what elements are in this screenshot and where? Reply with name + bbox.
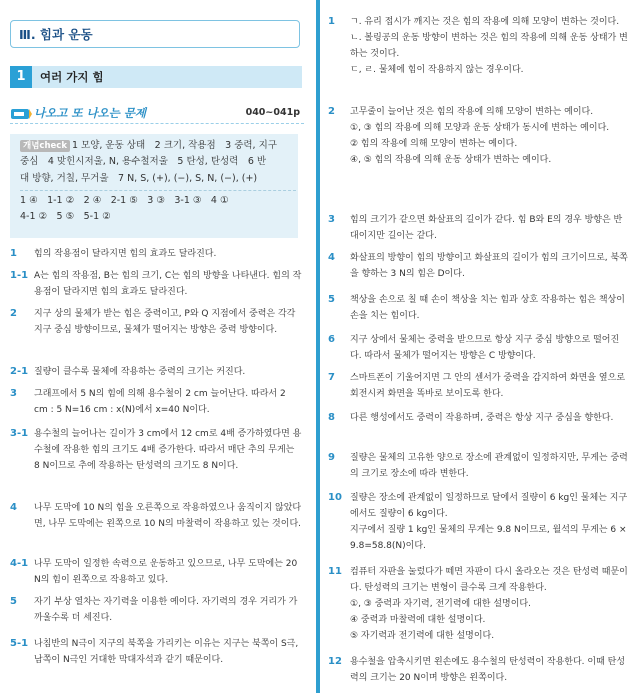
solution-number: 5 [10, 596, 17, 607]
solution-text: 나침반의 N극이 지구의 북쪽을 가리키는 이유는 지구는 북쪽이 S극, 남쪽이 N극인 거대한 막대자석과 같기 때문이다. [34, 639, 299, 665]
solution-item [10, 306, 302, 338]
answer-divider [20, 190, 296, 191]
solution-number: 2-1 [10, 366, 29, 377]
solution-number: 1 [10, 248, 17, 259]
solution-item [328, 104, 630, 168]
solution-number: 2 [328, 106, 335, 117]
chapter-title: Ⅲ. 힘과 운동 [19, 27, 93, 42]
solution-item [328, 370, 630, 402]
solution-text: ①, ③ 힘의 작용에 의해 모양과 운동 상태가 동시에 변하는 예이다. [350, 123, 610, 133]
solution-item [10, 500, 302, 532]
solution-text: ㄴ. 볼링공의 운동 방향이 변하는 것은 힘의 작용에 의해 운동 상태가 변하는 것이다. [350, 33, 628, 59]
dashed-divider [10, 123, 304, 125]
solution-number: 5-1 [10, 638, 29, 649]
concept-line: 대 방향, 거칠, 무거울 7 N, S, (+), (−), S, N, (−), (+) [20, 172, 258, 184]
solution-item [10, 594, 302, 626]
solution-text: 나무 도막에 10 N의 힘을 오른쪽으로 작용하였으나 움직이지 않았다면, 나무 도막에는 왼쪽으로 10 N의 마찰력이 작용하고 있는 것이다. [34, 503, 302, 529]
solution-text: 나무 도막이 일정한 속력으로 운동하고 있으므로, 나무 도막에는 20 N의 힘이 왼쪽으로 작용하고 있다. [34, 559, 298, 585]
solution-text: 질량이 클수록 물체에 작용하는 중력의 크기는 커진다. [34, 367, 246, 377]
solution-item [10, 636, 302, 668]
solution-number: 4 [10, 502, 17, 513]
section-header [10, 66, 302, 88]
solution-item [10, 386, 302, 418]
solution-text: 자기 부상 열차는 자기력을 이용한 예이다. 자기력의 경우 거리가 가까울수록 더 세진다. [34, 597, 298, 623]
solution-number: 7 [328, 372, 335, 383]
concept-line: 개념check 1 모양, 운동 상태 2 크기, 작용점 3 중력, 지구 [20, 138, 296, 154]
solution-text: 고무줄이 늘어난 것은 힘의 작용에 의해 모양이 변하는 예이다. [350, 107, 594, 117]
solution-item [328, 212, 630, 244]
solution-text: ㄷ, ㄹ. 물체에 힘이 작용하지 않는 경우이다. [350, 65, 524, 75]
section-title: 여러 가지 힘 [40, 70, 104, 84]
solution-item [328, 14, 630, 78]
solution-item [328, 490, 630, 554]
solution-text: 화살표의 방향이 힘의 방향이고 화살표의 길이가 힘의 크기이므로, 북쪽을 향하는 3 N의 힘은 D이다. [350, 253, 628, 279]
solution-text: ㄱ. 유리 접시가 깨지는 것은 힘의 작용에 의해 모양이 변하는 것이다. [350, 17, 620, 27]
subheader-pages: 040~041p [245, 107, 300, 118]
solution-item [10, 268, 302, 300]
solution-number: 4-1 [10, 558, 29, 569]
solution-text: 질량은 장소에 관계없이 일정하므로 달에서 질량이 6 kg인 물체는 지구에서도 질량이 6 kg이다. [350, 493, 628, 519]
solution-number: 11 [328, 566, 342, 577]
solution-item [328, 564, 630, 644]
solution-number: 4 [328, 252, 335, 263]
solution-number: 9 [328, 452, 335, 463]
solution-text: 힘의 크기가 같으면 화살표의 길이가 같다. 힘 B와 E의 경우 방향은 반대이지만 길이는 같다. [350, 215, 623, 241]
concept-badge: 개념check [20, 140, 70, 152]
subheader-title: 나오고 또 나오는 문제 [34, 106, 146, 120]
solution-number: 1 [328, 16, 335, 27]
solution-number: 1-1 [10, 270, 29, 281]
solution-number: 3-1 [10, 428, 29, 439]
chapter-tab [10, 20, 300, 48]
solution-item [10, 556, 302, 588]
answer-row: 4-1 ② 5 ⑤ 5-1 ② [20, 211, 111, 223]
solution-number: 5 [328, 294, 335, 305]
solution-number: 2 [10, 308, 17, 319]
answer-row: 1 ④ 1-1 ② 2 ④ 2-1 ⑤ 3 ③ 3-1 ③ 4 ① [20, 195, 229, 207]
solution-text: 스마트폰이 기울어지면 그 안의 센서가 중력을 감지하여 화면을 옆으로 회전시켜 화면을 똑바로 보이도록 한다. [350, 373, 626, 399]
solution-text: 용수철의 늘어나는 길이가 3 cm에서 12 cm로 4배 증가하였다면 용수철에 작용한 힘의 크기도 4배 증가한다. 따라서 매단 추의 무게는 8 N이므로 추에 작용하는 탄성력의 크기도 8 N이다. [34, 429, 302, 471]
solution-number: 10 [328, 492, 342, 503]
section-number: 1 [10, 66, 32, 88]
solution-text: ⑤ 자기력과 전기력에 대한 설명이다. [350, 631, 495, 641]
solution-text: 지구 상의 물체가 받는 힘은 중력이고, P와 Q 지점에서 중력은 각각 지구 중심 방향이므로, 물체가 떨어지는 방향은 중력 방향이다. [34, 309, 296, 335]
solution-text: 책상을 손으로 칠 때 손이 책상을 치는 힘과 상호 작용하는 힘은 책상이 손을 치는 힘이다. [350, 295, 625, 321]
solution-item [328, 250, 630, 282]
solution-text: 용수철을 압축시키면 왼손에도 용수철의 탄성력이 작용한다. 이때 탄성력의 크기는 20 N이며 방향은 왼쪽이다. [350, 657, 626, 683]
solution-number: 8 [328, 412, 335, 423]
solution-text: ② 힘의 작용에 의해 모양이 변하는 예이다. [350, 139, 518, 149]
solution-item [328, 292, 630, 324]
solution-text: 지구 상에서 물체는 중력을 받으므로 항상 지구 중심 방향으로 떨어진다. 따라서 물체가 떨어지는 방향은 C 방향이다. [350, 335, 620, 361]
solution-text: ①, ③ 중력과 자기력, 전기력에 대한 설명이다. [350, 599, 531, 609]
solution-text: ④ 중력과 마찰력에 대한 설명이다. [350, 615, 486, 625]
solution-number: 3 [10, 388, 17, 399]
solution-item [10, 364, 302, 380]
solution-item [328, 654, 630, 686]
solution-text: ④, ⑤ 힘의 작용에 의해 운동 상태가 변하는 예이다. [350, 155, 552, 165]
solution-text: 지구에서 질량 1 kg인 물체의 무게는 9.8 N이므로, 월석의 무게는 6 × 9.8=58.8(N)이다. [350, 525, 627, 551]
solution-text: 질량은 물체의 고유한 양으로 장소에 관계없이 일정하지만, 무게는 중력의 크기로 장소에 따라 변한다. [350, 453, 628, 479]
solution-item [328, 410, 630, 426]
concept-line: 중심 4 맞힌시저울, N, 용수철저울 5 탄성, 탄성력 6 반 [20, 156, 267, 168]
solution-item [10, 246, 302, 262]
solution-item [328, 450, 630, 482]
solution-number: 12 [328, 656, 342, 667]
solution-number: 6 [328, 334, 335, 345]
pencil-icon [10, 106, 32, 122]
concept-check-box [10, 134, 298, 238]
solution-text: 컴퓨터 자판을 눌렀다가 떼면 자판이 다시 올라오는 것은 탄성력 때문이다. 탄성력의 크기는 변형이 클수록 크게 작용한다. [350, 567, 628, 593]
column-divider [316, 0, 320, 693]
solution-item [10, 426, 302, 474]
solution-text: A는 힘의 작용점, B는 힘의 크기, C는 힘의 방향을 나타낸다. 힘의 작용점이 달라지면 힘의 효과도 달라진다. [34, 271, 302, 297]
solution-number: 3 [328, 214, 335, 225]
solution-text: 그래프에서 5 N의 힘에 의해 용수철이 2 cm 늘어난다. 따라서 2 cm : 5 N=16 cm : x(N)에서 x=40 N이다. [34, 389, 286, 415]
solution-text: 다른 행성에서도 중력이 작용하며, 중력은 항상 지구 중심을 향한다. [350, 413, 614, 423]
solution-item [328, 332, 630, 364]
solution-text: 힘의 작용점이 달라지면 힘의 효과도 달라진다. [34, 249, 217, 259]
